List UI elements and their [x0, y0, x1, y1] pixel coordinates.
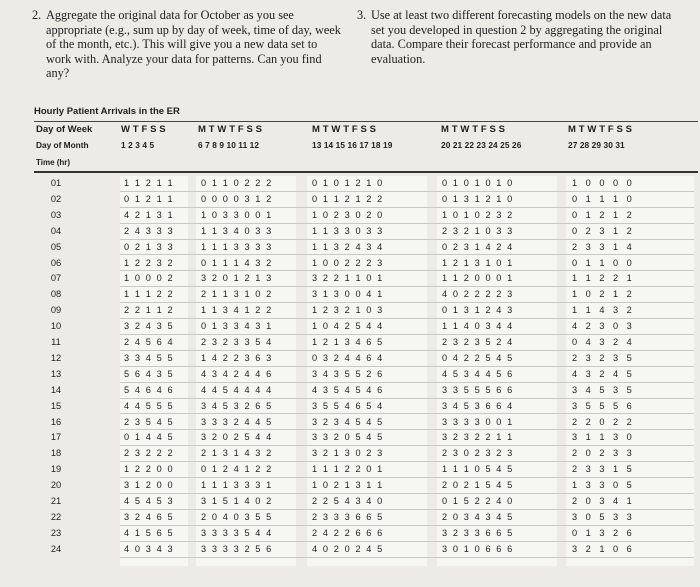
arrival-counts: 1 1 3 4 0 3 3 [201, 225, 273, 236]
arrival-counts: 1 1 1 0 5 4 5 [442, 464, 514, 475]
day-header: 6 7 8 9 10 11 12 [198, 140, 260, 150]
arrival-counts: 3 1 2 0 0 [124, 480, 175, 491]
arrival-counts: 0 1 1 1 0 [572, 193, 635, 204]
arrival-counts: 3 3 2 0 5 4 5 [312, 432, 384, 443]
arrival-counts: 1 1 1 3 3 3 1 [201, 480, 273, 491]
arrival-counts: 0 1 2 4 1 2 2 [201, 464, 273, 475]
arrival-counts: 1 0 0 0 0 [572, 178, 635, 188]
arrival-counts: 1 1 3 3 0 3 3 [312, 225, 384, 236]
day-header: 13 14 15 16 17 18 19 [312, 140, 393, 150]
table-row [0, 271, 700, 287]
table-row [0, 494, 700, 510]
arrival-counts: 2 3 2 2 2 [124, 448, 175, 459]
arrival-counts: 2 1 1 3 1 0 2 [201, 289, 273, 300]
arrival-counts: 3 3 3 2 4 4 5 [201, 416, 273, 427]
arrival-counts: 1 1 4 3 2 [572, 305, 635, 316]
hour-label: 18 [50, 448, 62, 459]
hour-label: 21 [50, 496, 62, 506]
hour-label: 14 [50, 384, 62, 395]
arrival-counts: 0 1 4 4 5 [124, 432, 175, 443]
table-row [0, 415, 700, 431]
arrival-counts: 3 2 1 3 0 2 3 [312, 448, 384, 459]
arrival-counts: 2 3 0 2 3 2 3 [442, 448, 514, 459]
hour-label: 03 [50, 209, 62, 220]
hour-label: 12 [50, 352, 62, 363]
arrival-counts: 0 3 2 4 4 6 4 [312, 352, 384, 363]
day-of-week-label: Day of Week [36, 124, 93, 135]
arrival-counts: 3 5 5 4 6 5 4 [312, 400, 384, 411]
arrival-counts: 2 3 2 1 0 3 3 [442, 225, 514, 236]
day-header: 27 28 29 30 31 [568, 140, 625, 150]
arrival-counts: 0 0 0 0 3 1 2 [201, 193, 273, 204]
arrival-counts: 2 2 1 1 2 [124, 305, 175, 316]
table-row [0, 430, 700, 446]
hour-label: 10 [50, 321, 62, 332]
arrival-counts: 4 3 5 4 5 4 6 [312, 384, 384, 395]
arrival-counts: 1 1 2 0 0 0 1 [442, 273, 514, 284]
arrival-counts: 3 3 4 5 5 [124, 352, 175, 363]
hour-label: 24 [50, 543, 62, 554]
hour-label: 04 [50, 225, 62, 236]
arrival-counts: 3 1 1 3 0 [572, 432, 635, 443]
arrival-counts: 3 4 5 3 5 [572, 384, 635, 395]
arrival-counts: 0 2 1 3 3 [124, 241, 175, 252]
arrival-counts: 2 4 3 3 3 [124, 225, 175, 236]
question-2-number: 2. [32, 8, 42, 22]
table-row [0, 176, 700, 192]
arrival-counts: 4 5 3 4 4 5 6 [442, 368, 514, 379]
arrival-counts: 2 3 3 3 6 6 5 [312, 511, 384, 522]
arrival-counts: 3 2 0 2 5 4 4 [201, 432, 273, 443]
table-row [0, 542, 700, 558]
arrival-counts: 2 0 2 1 5 4 5 [442, 480, 514, 491]
arrival-counts: 1 0 2 1 2 [572, 289, 635, 300]
hour-label: 15 [50, 400, 62, 411]
arrival-counts: 3 3 3 3 5 4 4 [201, 527, 273, 538]
hour-label: 06 [50, 257, 62, 268]
arrival-counts: 0 2 3 1 2 [572, 225, 635, 236]
arrival-counts: 3 2 3 4 5 4 5 [312, 416, 384, 427]
hour-label: 17 [50, 432, 62, 443]
arrival-counts: 1 0 2 3 0 2 0 [312, 209, 384, 220]
arrival-counts: 0 1 0 1 0 1 0 [442, 178, 514, 188]
hour-label: 01 [50, 178, 62, 188]
arrival-counts: 1 1 1 3 3 3 3 [201, 241, 273, 252]
arrival-counts: 3 3 3 3 2 5 6 [201, 543, 273, 554]
arrival-counts: 2 4 2 2 6 6 6 [312, 527, 384, 538]
day-header: 20 21 22 23 24 25 26 [441, 140, 522, 150]
table-row [0, 367, 700, 383]
arrival-counts: 1 2 2 0 0 [124, 464, 175, 475]
table-row [0, 399, 700, 415]
arrival-counts: 3 2 1 0 6 [572, 543, 635, 554]
arrival-counts: 4 1 5 6 5 [124, 527, 175, 538]
hour-label: 13 [50, 368, 62, 379]
arrival-counts: 1 1 1 2 2 [124, 289, 175, 300]
hour-label: 16 [50, 416, 62, 427]
arrival-counts: 1 0 0 2 2 2 3 [312, 257, 384, 268]
arrival-counts: 1 3 3 0 5 [572, 480, 635, 491]
arrival-counts: 2 3 2 3 3 5 4 [201, 337, 273, 347]
hour-label: 09 [50, 305, 62, 316]
arrival-counts: 0 1 3 1 2 4 3 [442, 305, 514, 316]
table-row [0, 335, 700, 351]
arrival-counts: 0 1 5 2 2 4 0 [442, 496, 514, 506]
table-row [0, 208, 700, 224]
arrival-counts: 3 3 3 3 0 0 1 [442, 416, 514, 427]
arrival-counts: 0 1 1 1 4 3 2 [201, 257, 273, 268]
arrival-counts: 1 1 4 0 3 4 4 [442, 321, 514, 332]
arrival-counts: 0 1 1 2 1 2 2 [312, 193, 384, 204]
arrival-counts: 0 1 3 1 2 1 0 [442, 193, 514, 204]
hour-label: 23 [50, 527, 62, 538]
table-row [0, 478, 700, 494]
row-divider [120, 557, 694, 558]
week-header: M T W T F S S [441, 124, 506, 135]
arrival-counts: 4 2 1 3 1 [124, 209, 175, 220]
arrival-counts: 2 0 2 3 3 [572, 448, 635, 459]
arrival-counts: 0 4 3 2 4 [572, 337, 635, 347]
arrival-counts: 1 1 3 4 1 2 2 [201, 305, 273, 316]
day-of-month-label: Day of Month [36, 140, 89, 150]
table-row [0, 303, 700, 319]
week-header: M T W T F S S [568, 124, 633, 135]
arrival-counts: 3 2 3 3 6 6 5 [442, 527, 514, 538]
arrival-counts: 0 1 2 1 1 [124, 193, 175, 204]
arrival-counts: 4 3 2 4 5 [572, 368, 635, 379]
arrival-counts: 1 4 2 2 3 6 3 [201, 352, 273, 363]
arrival-counts: 4 2 3 0 3 [572, 321, 635, 332]
arrival-counts: 3 0 1 0 6 6 6 [442, 543, 514, 554]
question-3-text: Use at least two different forecasting models on the new data set you developed in question 2 by aggregating the original data. Compare their forecast performance and provide an evaluation. [371, 8, 672, 66]
arrival-counts: 3 1 5 1 4 0 2 [201, 496, 273, 506]
arrival-counts: 1 0 3 3 0 0 1 [201, 209, 273, 220]
week-header: M T W T F S S [312, 124, 377, 135]
question-3-number: 3. [357, 8, 367, 22]
arrival-counts: 2 0 4 0 3 5 5 [201, 511, 273, 522]
hour-label: 08 [50, 289, 62, 300]
arrival-counts: 3 2 3 2 2 1 1 [442, 432, 514, 443]
arrival-counts: 2 4 5 6 4 [124, 337, 175, 347]
arrival-counts: 2 0 3 4 1 [572, 496, 635, 506]
arrival-counts: 3 3 5 5 5 6 6 [442, 384, 514, 395]
arrival-counts: 3 2 4 6 5 [124, 511, 175, 522]
arrival-counts: 2 0 3 4 3 4 5 [442, 511, 514, 522]
question-2-text: Aggregate the original data for October as you see appropriate (e.g., sum up by day of week, time of day, week of the month, etc.). This will give you a new data set to work with. Analyze your data for patterns. Can you find any? [46, 8, 341, 80]
arrival-counts: 2 2 0 2 2 [572, 416, 635, 427]
table-row [0, 526, 700, 542]
table-row [0, 383, 700, 399]
arrival-counts: 0 1 1 0 0 [572, 257, 635, 268]
arrival-counts: 5 4 6 4 6 [124, 384, 175, 395]
arrival-counts: 0 1 0 1 2 1 0 [312, 178, 384, 188]
day-of-week-header-row [34, 121, 698, 138]
arrival-counts: 1 0 2 1 3 1 1 [312, 480, 384, 491]
arrival-counts: 1 0 1 0 2 3 2 [442, 209, 514, 220]
hour-label: 05 [50, 241, 62, 252]
table-row [0, 224, 700, 240]
table-row [0, 192, 700, 208]
arrival-counts: 3 4 3 5 5 2 6 [312, 368, 384, 379]
arrival-counts: 0 1 3 2 6 [572, 527, 635, 538]
arrival-counts: 0 4 2 2 5 4 5 [442, 352, 514, 363]
arrival-counts: 3 2 4 3 5 [124, 321, 175, 332]
arrival-counts: 2 3 3 1 5 [572, 464, 635, 475]
hour-label: 07 [50, 273, 62, 284]
arrival-counts: 2 3 2 3 5 2 4 [442, 337, 514, 347]
table-row [0, 446, 700, 462]
arrival-counts: 3 1 3 0 0 4 1 [312, 289, 384, 300]
table-row [0, 462, 700, 478]
table-row [0, 240, 700, 256]
arrival-counts: 4 0 2 2 2 2 3 [442, 289, 514, 300]
arrival-counts: 0 1 1 0 2 2 2 [201, 178, 273, 188]
header-divider [34, 171, 698, 173]
arrival-counts: 4 0 2 0 2 4 5 [312, 543, 384, 554]
arrival-counts: 2 2 5 4 3 4 0 [312, 496, 384, 506]
arrival-counts: 1 1 2 1 1 [124, 178, 175, 188]
table-row [0, 351, 700, 367]
arrival-counts: 3 4 5 3 2 6 5 [201, 400, 273, 411]
week-header: M T W T F S S [198, 124, 263, 135]
table-title: Hourly Patient Arrivals in the ER [34, 106, 180, 117]
hour-label: 22 [50, 511, 62, 522]
arrival-counts: 3 0 5 3 3 [572, 511, 635, 522]
hour-label: 11 [51, 337, 61, 347]
arrival-counts: 1 1 2 2 1 [572, 273, 635, 284]
day-header: 1 2 3 4 5 [121, 140, 155, 150]
hour-label: 20 [50, 480, 62, 491]
arrival-counts: 3 5 5 5 6 [572, 400, 635, 411]
arrival-counts: 1 2 1 3 1 0 1 [442, 257, 514, 268]
arrival-counts: 1 1 3 2 4 3 4 [312, 241, 384, 252]
hour-label: 02 [50, 193, 62, 204]
table-row [0, 287, 700, 303]
hour-label: 19 [50, 464, 62, 475]
arrival-counts: 1 2 1 3 4 6 5 [312, 337, 384, 347]
arrival-counts: 3 4 5 3 6 6 4 [442, 400, 514, 411]
table-row [0, 319, 700, 335]
arrival-counts: 1 2 2 3 2 [124, 257, 175, 268]
arrival-counts: 2 3 2 3 5 [572, 352, 635, 363]
arrival-counts: 4 4 5 5 5 [124, 400, 175, 411]
time-label: Time (hr) [36, 158, 71, 167]
arrival-counts: 2 3 5 4 5 [124, 416, 175, 427]
week-header: W T F S S [121, 124, 166, 135]
table-row [0, 510, 700, 526]
arrival-counts: 0 2 3 1 4 2 4 [442, 241, 514, 252]
arrival-counts: 4 5 4 5 3 [124, 496, 175, 506]
arrival-counts: 1 0 4 2 5 4 4 [312, 321, 384, 332]
arrival-counts: 2 3 3 1 4 [572, 241, 635, 252]
arrival-counts: 4 0 3 4 3 [124, 543, 175, 554]
arrival-counts: 0 1 2 1 2 [572, 209, 635, 220]
table-row [0, 256, 700, 272]
arrival-counts: 2 1 3 1 4 3 2 [201, 448, 273, 459]
arrival-counts: 5 6 4 3 5 [124, 368, 175, 379]
arrival-counts: 3 2 0 1 2 1 3 [201, 273, 273, 284]
arrival-counts: 1 2 3 2 1 0 3 [312, 305, 384, 316]
arrival-counts: 4 4 5 4 4 4 4 [201, 384, 273, 395]
arrival-counts: 1 0 0 0 2 [124, 273, 175, 284]
arrival-counts: 1 1 1 2 2 0 1 [312, 464, 384, 475]
arrivals-grid [0, 176, 700, 566]
arrival-counts: 3 2 2 1 1 0 1 [312, 273, 384, 284]
arrival-counts: 4 3 4 2 4 4 6 [201, 368, 273, 379]
arrival-counts: 0 1 3 3 4 3 1 [201, 321, 273, 332]
day-of-month-header-row [34, 138, 698, 154]
